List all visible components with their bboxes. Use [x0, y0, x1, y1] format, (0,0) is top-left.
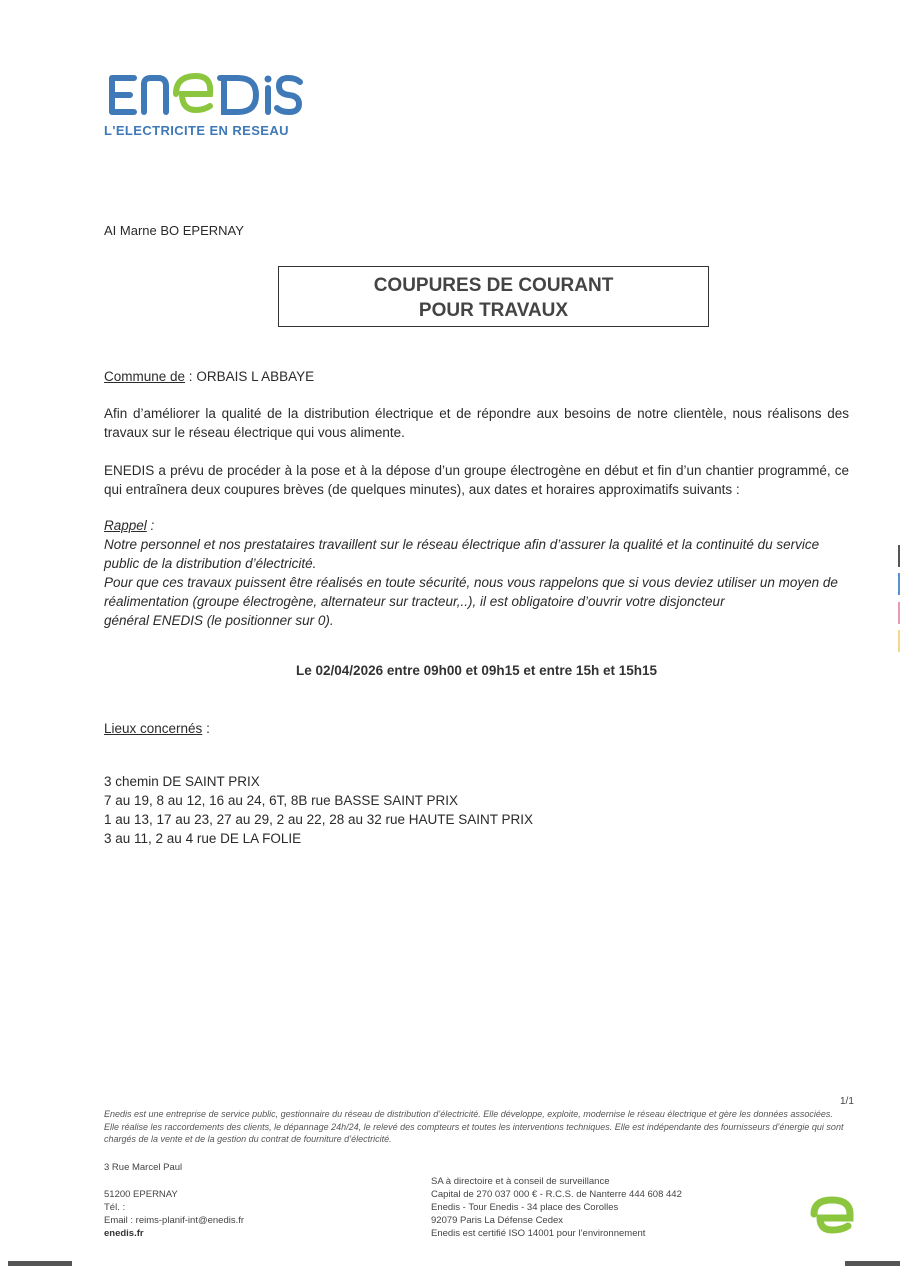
list-item: 1 au 13, 17 au 23, 27 au 29, 2 au 22, 28 au 32 rue HAUTE SAINT PRIX — [104, 812, 534, 827]
rappel-text-1: Notre personnel et nos prestataires travaillent sur le réseau électrique afin d’assurer la qualité et la continuité du service public de la distribution d’électricité. — [104, 537, 820, 571]
rappel-text-3: général ENEDIS (le positionner sur 0). — [104, 613, 334, 628]
company-line: 92079 Paris La Défense Cedex — [431, 1215, 564, 1226]
places-list — [104, 772, 533, 848]
scan-edge-mark — [845, 1261, 900, 1266]
commune-label: Commune de — [104, 369, 186, 384]
list-item: 7 au 19, 8 au 12, 16 au 24, 6T, 8B rue BASSE SAINT PRIX — [104, 793, 458, 808]
page-number: 1/1 — [840, 1096, 854, 1107]
footer-tel: Tél. : — [104, 1202, 126, 1213]
title-box — [278, 266, 709, 327]
rappel-heading — [104, 516, 849, 535]
title-line-2: POUR TRAVAUX — [418, 300, 569, 321]
rappel-text-2: Pour que ces travaux puissent être réalisés en toute sécurité, nous vous rappelons que si vous deviez utiliser un moyen de réalimentation (groupe électrogène, alternateur sur tracteur,..), il est obligatoire d’ouvrir votre disjoncteur — [104, 575, 838, 609]
company-line: Capital de 270 037 000 € - R.C.S. de Nanterre 444 608 442 — [431, 1189, 682, 1200]
enedis-logo — [104, 70, 304, 123]
enedis-logo-image — [104, 70, 304, 118]
places-suffix: : — [202, 721, 210, 736]
company-line: Enedis est certifié ISO 14001 pour l’environnement — [431, 1228, 646, 1239]
title-line-1: COUPURES DE COURANT — [373, 275, 614, 296]
footer-website[interactable]: enedis.fr — [104, 1228, 144, 1239]
places-label: Lieux concernés — [104, 721, 203, 736]
company-line: Enedis - Tour Enedis - 34 place des Corolles — [431, 1202, 619, 1213]
commune-line — [104, 367, 849, 386]
footer-company — [431, 1175, 682, 1240]
scan-edge-mark — [8, 1261, 72, 1266]
footer-contact — [104, 1188, 244, 1240]
rappel-suffix: : — [146, 518, 155, 533]
commune-sep: : — [185, 369, 197, 384]
paragraph-1: Afin d’améliorer la qualité de la distribution électrique et de répondre aux besoins de notre clientèle, nous réalisons des travaux sur le réseau électrique qui vous alimente. — [104, 406, 849, 440]
company-line: SA à directoire et à conseil de surveillance — [431, 1176, 610, 1187]
places-heading — [104, 719, 849, 738]
footer-note: Enedis est une entreprise de service public, gestionnaire du réseau de distribution d’électricité. Elle développe, exploite, modernise le réseau électrique et gère les données associées. Elle réalise les raccordements des clients, le dépannage 24h/24, le relevé des compteurs et toutes les interventions techniques. Elle est indépendante des fournisseurs d’énergie qui sont chargés de la vente et de la gestion du contrat de fourniture d’électricité. — [104, 1109, 844, 1145]
footer-email[interactable]: Email : reims-planif-int@enedis.fr — [104, 1215, 245, 1226]
enedis-mark-icon — [810, 1196, 854, 1245]
footer-street: 3 Rue Marcel Paul — [104, 1162, 183, 1173]
rappel-block — [104, 516, 849, 630]
recipient: AI Marne BO EPERNAY — [104, 223, 244, 238]
brand-tagline: L'ELECTRICITE EN RESEAU — [104, 123, 289, 138]
paragraph-2: ENEDIS a prévu de procéder à la pose et à la dépose d’un groupe électrogène en début et fin d’un chantier programmé, ce qui entraînera deux coupures brèves (de quelques minutes), aux dates et horaires approximatifs suivants : — [104, 463, 849, 497]
list-item: 3 chemin DE SAINT PRIX — [104, 774, 260, 789]
rappel-label: Rappel — [104, 518, 147, 533]
commune-value: ORBAIS L ABBAYE — [196, 369, 315, 384]
list-item: 3 au 11, 2 au 4 rue DE LA FOLIE — [104, 831, 302, 846]
schedule-line: Le 02/04/2026 entre 09h00 et 09h15 et entre 15h et 15h15 — [296, 663, 657, 678]
footer-city: 51200 EPERNAY — [104, 1189, 178, 1200]
